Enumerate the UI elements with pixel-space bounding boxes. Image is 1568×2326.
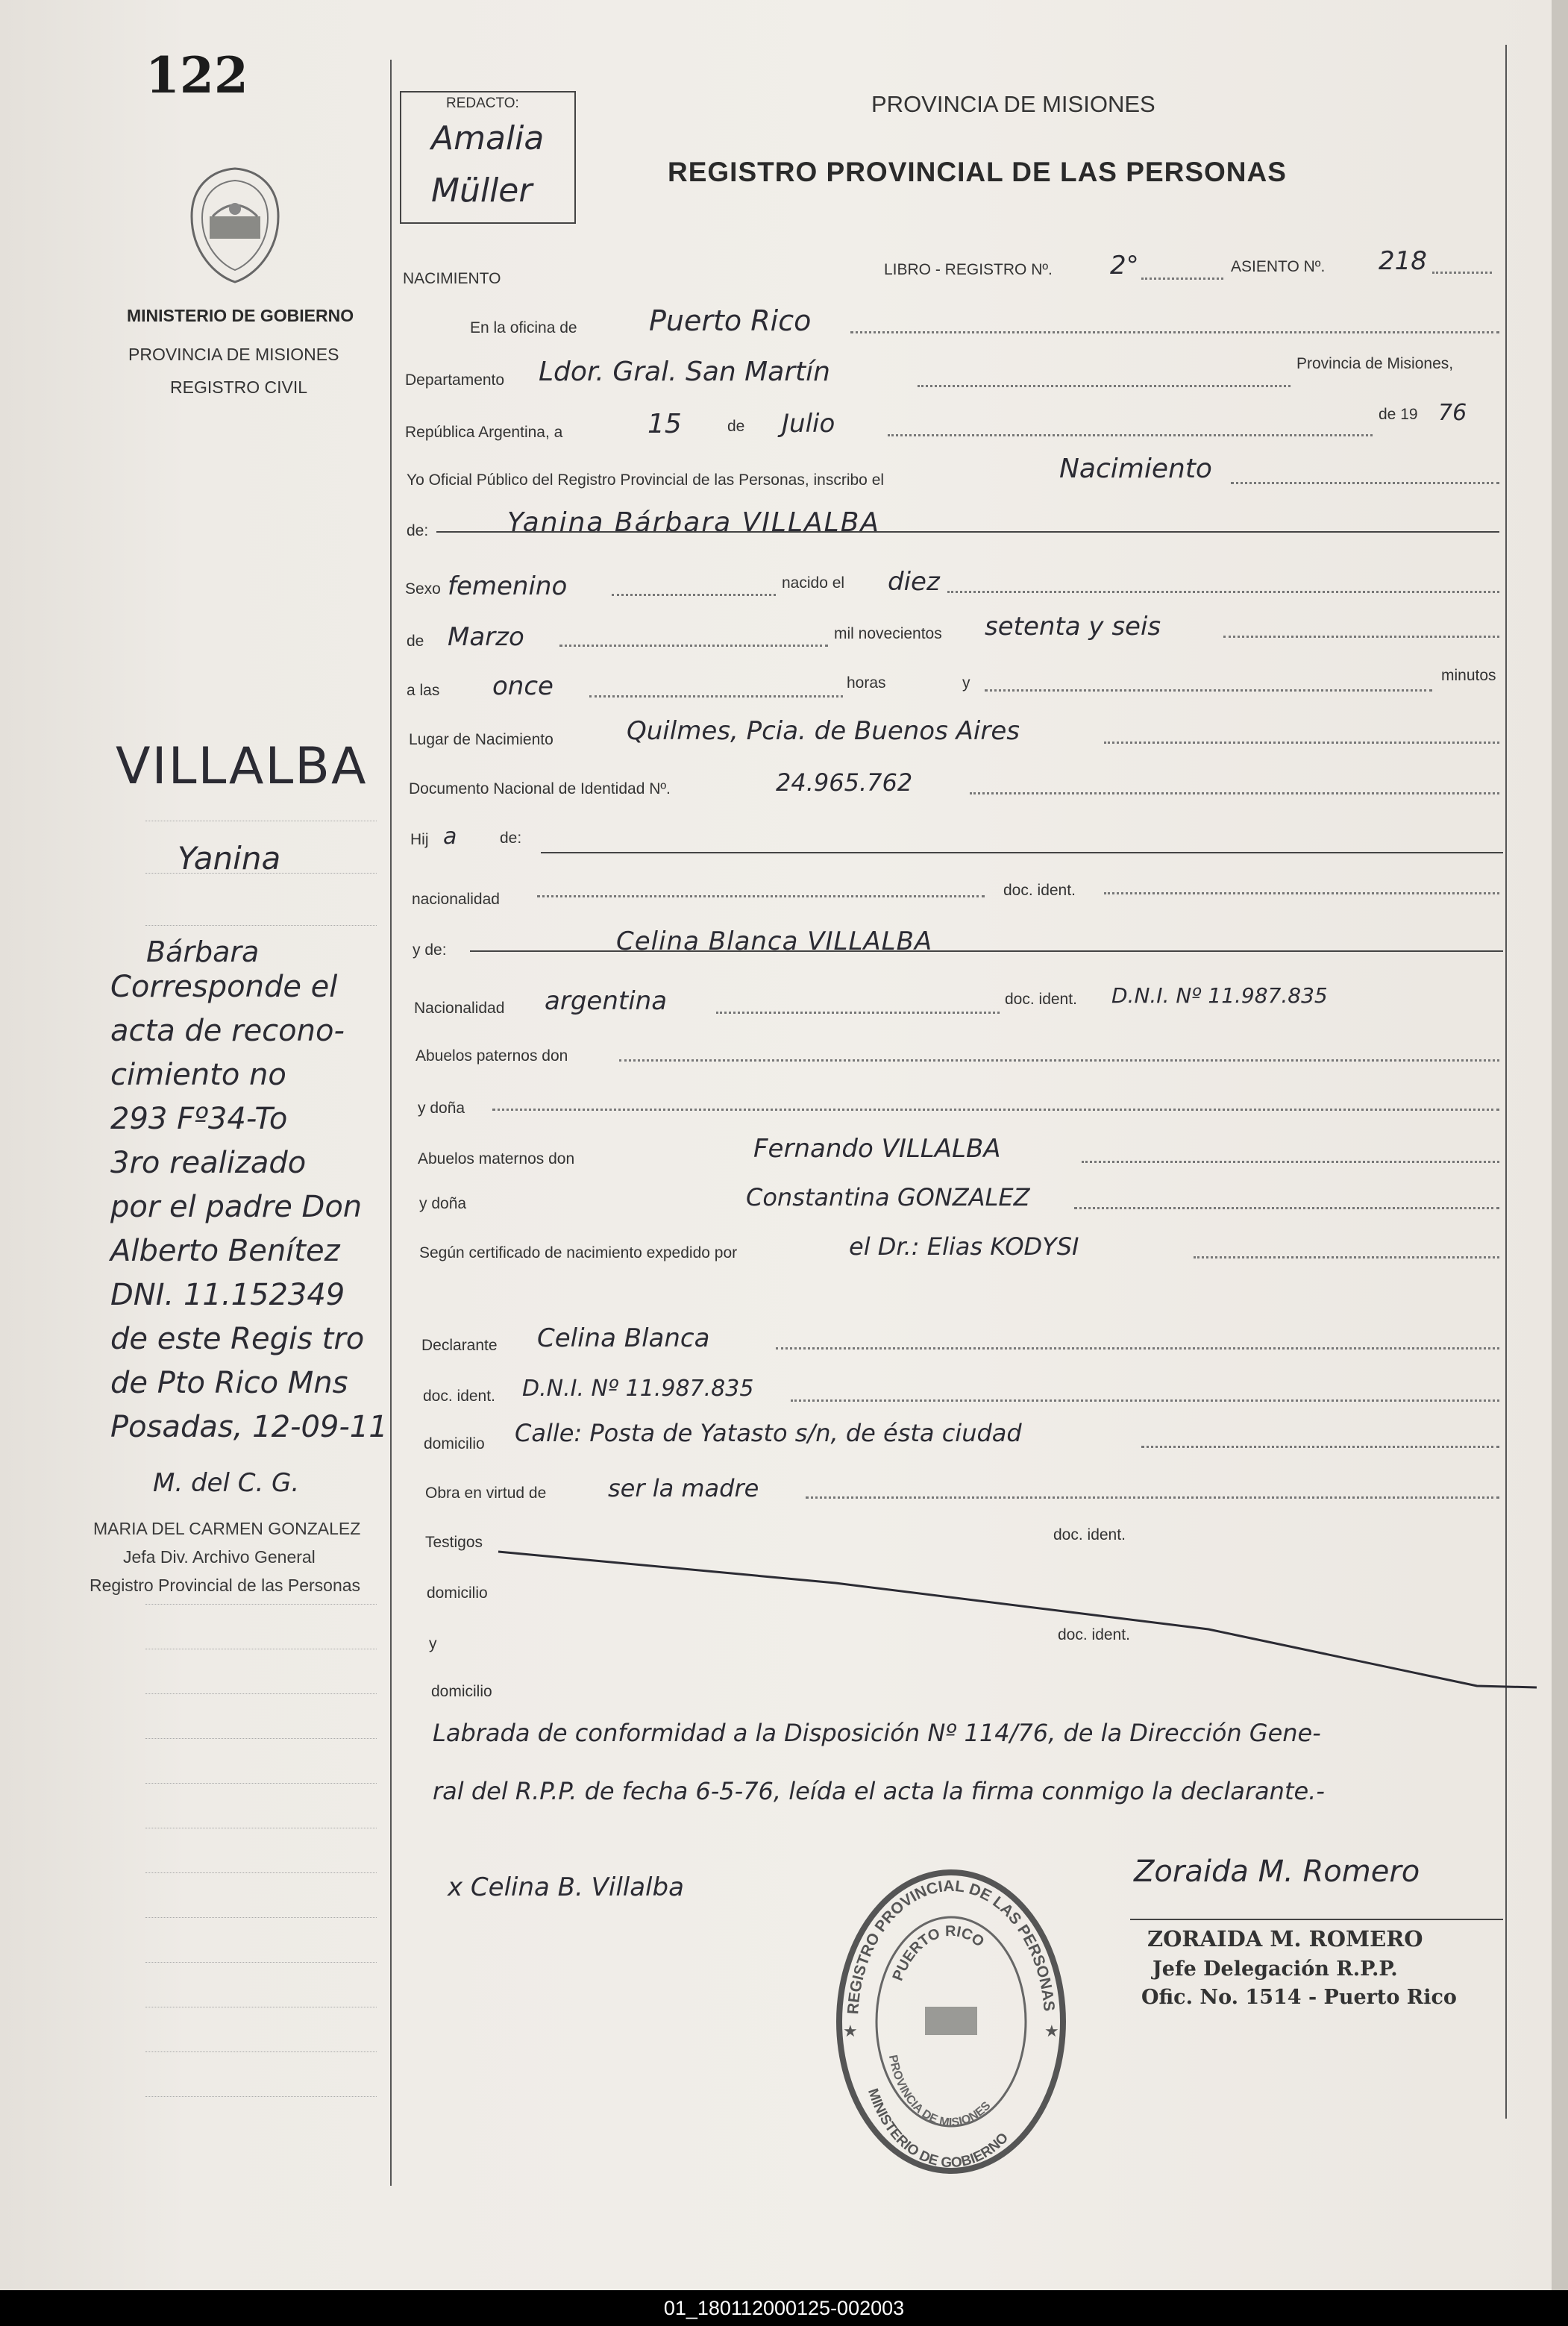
de-label: de bbox=[727, 418, 745, 435]
ministry-province: PROVINCIA DE MISIONES bbox=[128, 345, 339, 364]
lugar-label: Lugar de Nacimiento bbox=[409, 731, 553, 748]
minutos-label: minutos bbox=[1441, 667, 1496, 684]
side-surname: VILLALBA bbox=[116, 737, 368, 796]
madre-nacionalidad: argentina bbox=[545, 986, 668, 1016]
departamento-label: Departamento bbox=[405, 372, 505, 389]
dni-label: Documento Nacional de Identidad Nº. bbox=[409, 780, 671, 797]
oficial-value: Nacimiento bbox=[1059, 454, 1212, 484]
left-stamp-role: Jefa Div. Archivo General bbox=[123, 1547, 316, 1567]
side-note-line: de Pto Rico Mns bbox=[110, 1366, 348, 1400]
doc-ident1-label: doc. ident. bbox=[1003, 882, 1076, 899]
y-dona2-label: y doña bbox=[419, 1195, 467, 1212]
y-label: y bbox=[962, 674, 970, 692]
page-number: 122 bbox=[145, 46, 248, 104]
sexo-value: femenino bbox=[448, 571, 568, 601]
file-id: 01_180112000125-002003 bbox=[663, 2297, 905, 2319]
declarante-value: Celina Blanca bbox=[537, 1323, 710, 1353]
signer-role: Jefe Delegación R.P.P. bbox=[1153, 1957, 1398, 1981]
record-type: NACIMIENTO bbox=[403, 270, 501, 287]
domicilio-label: domicilio bbox=[424, 1435, 485, 1452]
abuelos-pat-label: Abuelos paternos don bbox=[415, 1047, 568, 1065]
header-registry: REGISTRO PROVINCIAL DE LAS PERSONAS bbox=[668, 157, 1287, 187]
provincia-label: Provincia de Misiones, bbox=[1296, 355, 1454, 372]
declarante-doc: D.N.I. Nº 11.987.835 bbox=[522, 1376, 754, 1402]
signer-name: ZORAIDA M. ROMERO bbox=[1147, 1926, 1423, 1952]
side-given2: Bárbara bbox=[146, 935, 260, 968]
oficial-label: Yo Oficial Público del Registro Provincial de las Personas, inscribo el bbox=[407, 471, 885, 489]
side-note-line: acta de recono- bbox=[110, 1014, 345, 1048]
side-note-line: Alberto Benítez bbox=[110, 1234, 340, 1268]
asiento-value: 218 bbox=[1379, 246, 1427, 276]
side-note-line: de este Regis tro bbox=[110, 1322, 365, 1356]
libro-label: LIBRO - REGISTRO Nº. bbox=[884, 261, 1053, 278]
abuela-materna: Constantina GONZALEZ bbox=[746, 1183, 1030, 1211]
svg-text:PUERTO RICO bbox=[890, 1923, 988, 1983]
oficina-label: En la oficina de bbox=[470, 319, 577, 336]
testigos-y-label: y bbox=[429, 1635, 437, 1652]
de-anio-label: de 19 bbox=[1379, 406, 1418, 423]
nacido-label: nacido el bbox=[782, 574, 845, 592]
side-note-line: Posadas, 12-09-11 bbox=[110, 1410, 388, 1444]
seal-inner-text: PUERTO RICO bbox=[889, 1922, 988, 1984]
libro-value: 2° bbox=[1110, 251, 1139, 280]
left-stamp-office: Registro Provincial de las Personas bbox=[90, 1576, 361, 1595]
testigos-doc-label: doc. ident. bbox=[1053, 1526, 1126, 1543]
side-signature: M. del C. G. bbox=[153, 1468, 300, 1498]
asiento-label: ASIENTO Nº. bbox=[1231, 258, 1326, 275]
republica-label: República Argentina, a bbox=[405, 424, 563, 441]
obra-value: ser la madre bbox=[608, 1474, 759, 1502]
side-note-line: Corresponde el bbox=[110, 970, 338, 1004]
left-stamp-name: MARIA DEL CARMEN GONZALEZ bbox=[93, 1519, 361, 1538]
nacido-mes: Marzo bbox=[448, 622, 524, 652]
redacto-name-line2: Müller bbox=[431, 172, 533, 210]
svg-text:★: ★ bbox=[843, 2022, 858, 2040]
signer-signature: Zoraida M. Romero bbox=[1134, 1855, 1420, 1889]
nacionalidad2-label: Nacionalidad bbox=[414, 1000, 505, 1017]
sexo-label: Sexo bbox=[405, 580, 441, 598]
page-edge bbox=[1552, 0, 1568, 2290]
side-note-line: cimiento no bbox=[110, 1058, 286, 1092]
dni-value: 24.965.762 bbox=[776, 768, 913, 797]
fecha-dia: 15 bbox=[647, 409, 682, 439]
a-las-label: a las bbox=[407, 682, 440, 699]
header-province: PROVINCIA DE MISIONES bbox=[871, 91, 1155, 117]
declarante-signature: x Celina B. Villalba bbox=[448, 1872, 684, 1902]
abuelo-materno: Fernando VILLALBA bbox=[753, 1134, 1001, 1164]
svg-text:PROVINCIA DE MISIONES bbox=[886, 2054, 994, 2129]
registry-seal-icon bbox=[828, 1865, 1074, 2178]
hij-suffix: a bbox=[443, 824, 457, 850]
nacionalidad1-label: nacionalidad bbox=[412, 891, 500, 908]
hora-value: once bbox=[492, 671, 553, 701]
svg-text:MINISTERIO DE GOBIERNO bbox=[865, 2087, 1012, 2171]
declarante-doc-label: doc. ident. bbox=[423, 1388, 495, 1405]
fecha-anio: 76 bbox=[1438, 400, 1467, 426]
madre-doc: D.N.I. Nº 11.987.835 bbox=[1111, 983, 1328, 1008]
testigos-label: Testigos bbox=[425, 1534, 483, 1551]
svg-text:★: ★ bbox=[1044, 2022, 1059, 2040]
nacido-anio: setenta y seis bbox=[985, 612, 1161, 642]
oficina-value: Puerto Rico bbox=[649, 304, 812, 337]
certificado-label: Según certificado de nacimiento expedido por bbox=[419, 1244, 738, 1261]
signer-office: Ofic. No. 1514 - Puerto Rico bbox=[1141, 1986, 1457, 2009]
de-mes-label: de bbox=[407, 633, 424, 650]
lugar-value: Quilmes, Pcia. de Buenos Aires bbox=[627, 716, 1020, 746]
seal-bottom-text: MINISTERIO DE GOBIERNO bbox=[864, 2087, 1012, 2172]
ministry-office: REGISTRO CIVIL bbox=[170, 377, 308, 397]
side-note-line: 293 Fº34-To bbox=[110, 1102, 288, 1136]
ministry-title: MINISTERIO DE GOBIERNO bbox=[127, 306, 354, 325]
redacto-name-line1: Amalia bbox=[431, 119, 545, 157]
y-de-label: y de: bbox=[413, 941, 447, 959]
seal-outer-text: REGISTRO PROVINCIAL DE LAS PERSONAS bbox=[844, 1877, 1058, 2015]
departamento-value: Ldor. Gral. San Martín bbox=[539, 357, 830, 387]
hij-label: Hij bbox=[410, 831, 429, 848]
horas-label: horas bbox=[847, 674, 886, 692]
obra-label: Obra en virtud de bbox=[425, 1485, 547, 1502]
side-given1: Yanina bbox=[178, 840, 281, 877]
y-dona1-label: y doña bbox=[418, 1100, 465, 1117]
side-note-line: DNI. 11.152349 bbox=[110, 1278, 345, 1312]
de-persona-label: de: bbox=[407, 522, 429, 539]
testigos-domicilio2-label: domicilio bbox=[431, 1683, 492, 1700]
declarante-label: Declarante bbox=[421, 1337, 498, 1354]
abuelos-mat-label: Abuelos maternos don bbox=[418, 1150, 575, 1167]
redacto-label: REDACTO: bbox=[446, 95, 519, 111]
mil-label: mil novecientos bbox=[834, 625, 942, 642]
nacido-dia: diez bbox=[888, 567, 940, 597]
doc-ident2-label: doc. ident. bbox=[1005, 991, 1077, 1008]
side-note-line: 3ro realizado bbox=[110, 1146, 307, 1180]
madre-value: Celina Blanca VILLALBA bbox=[616, 927, 933, 956]
nota-line1: Labrada de conformidad a la Disposición Nº 114/76, de la Dirección Gene- bbox=[433, 1719, 1321, 1747]
nota-line2: ral del R.P.P. de fecha 6-5-76, leída el acta la firma conmigo la declarante.- bbox=[433, 1777, 1325, 1805]
svg-text:REGISTRO PROVINCIAL DE LAS PER bbox=[844, 1878, 1058, 2015]
fecha-mes: Julio bbox=[782, 409, 835, 439]
hij-de-label: de: bbox=[500, 830, 522, 847]
domicilio-value: Calle: Posta de Yatasto s/n, de ésta ciudad bbox=[515, 1419, 1022, 1447]
nombre-value: Yanina Bárbara VILLALBA bbox=[507, 507, 881, 538]
side-note-line: por el padre Don bbox=[110, 1190, 363, 1224]
certificado-value: el Dr.: Elias KODYSI bbox=[849, 1232, 1079, 1261]
testigos-domicilio-label: domicilio bbox=[427, 1584, 488, 1602]
seal-lower-text: PROVINCIA DE MISIONES bbox=[885, 2054, 994, 2130]
testigos-doc2-label: doc. ident. bbox=[1058, 1626, 1130, 1643]
